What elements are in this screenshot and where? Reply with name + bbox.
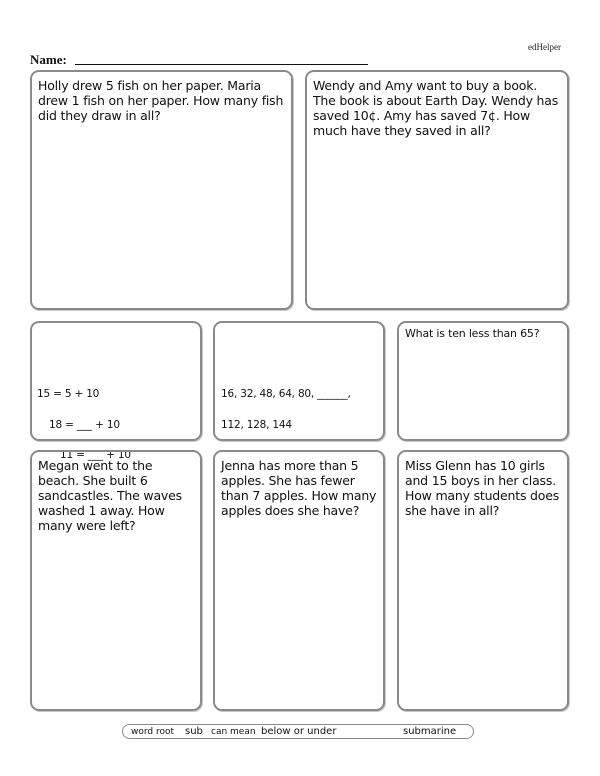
brand-label: edHelper bbox=[528, 42, 561, 52]
problem-box-8[interactable] bbox=[397, 450, 569, 711]
problem-box-1[interactable] bbox=[30, 70, 293, 310]
sequence-line-1: 16, 32, 48, 64, 80, ______, bbox=[221, 388, 351, 400]
word-root-banner bbox=[122, 724, 474, 739]
word-root-meaning: below or under bbox=[261, 726, 337, 737]
word-root-term: sub bbox=[185, 726, 203, 737]
sequence-line-2: 112, 128, 144 bbox=[221, 419, 292, 431]
problem-box-6[interactable] bbox=[30, 450, 202, 711]
word-root-middle: can mean bbox=[211, 727, 256, 737]
equation-1: 15 = 5 + 10 bbox=[37, 388, 100, 400]
problem-box-3[interactable] bbox=[30, 321, 202, 461]
problem-box-2[interactable] bbox=[305, 70, 569, 310]
name-line[interactable] bbox=[75, 64, 368, 65]
problem-box-5[interactable] bbox=[397, 321, 569, 441]
problem-8-text: Miss Glenn has 10 girls and 15 boys in her class. How many students does she have in all? bbox=[405, 458, 560, 518]
problem-box-7[interactable] bbox=[213, 450, 385, 711]
problem-2-text: Wendy and Amy want to buy a book. The book is about Earth Day. Wendy has saved 10¢. Amy has saved 7¢. How much have they saved in all? bbox=[313, 78, 559, 138]
problem-6-text: Megan went to the beach. She built 6 sandcastles. The waves washed 1 away. How many were left? bbox=[38, 458, 182, 533]
problem-box-4[interactable] bbox=[213, 321, 385, 441]
problem-1-text: Holly drew 5 fish on her paper. Maria drew 1 fish on her paper. How many fish did they draw in all? bbox=[38, 78, 284, 123]
equation-3: 11 = ___ + 10 bbox=[60, 449, 131, 461]
problem-7-text: Jenna has more than 5 apples. She has fewer than 7 apples. How many apples does she have? bbox=[221, 458, 377, 518]
name-label: Name: bbox=[30, 52, 67, 67]
word-root-prefix: word root bbox=[131, 727, 175, 737]
word-root-example: submarine bbox=[403, 726, 457, 737]
problem-5-text: What is ten less than 65? bbox=[405, 327, 540, 340]
equation-2: 18 = ___ + 10 bbox=[49, 419, 120, 431]
